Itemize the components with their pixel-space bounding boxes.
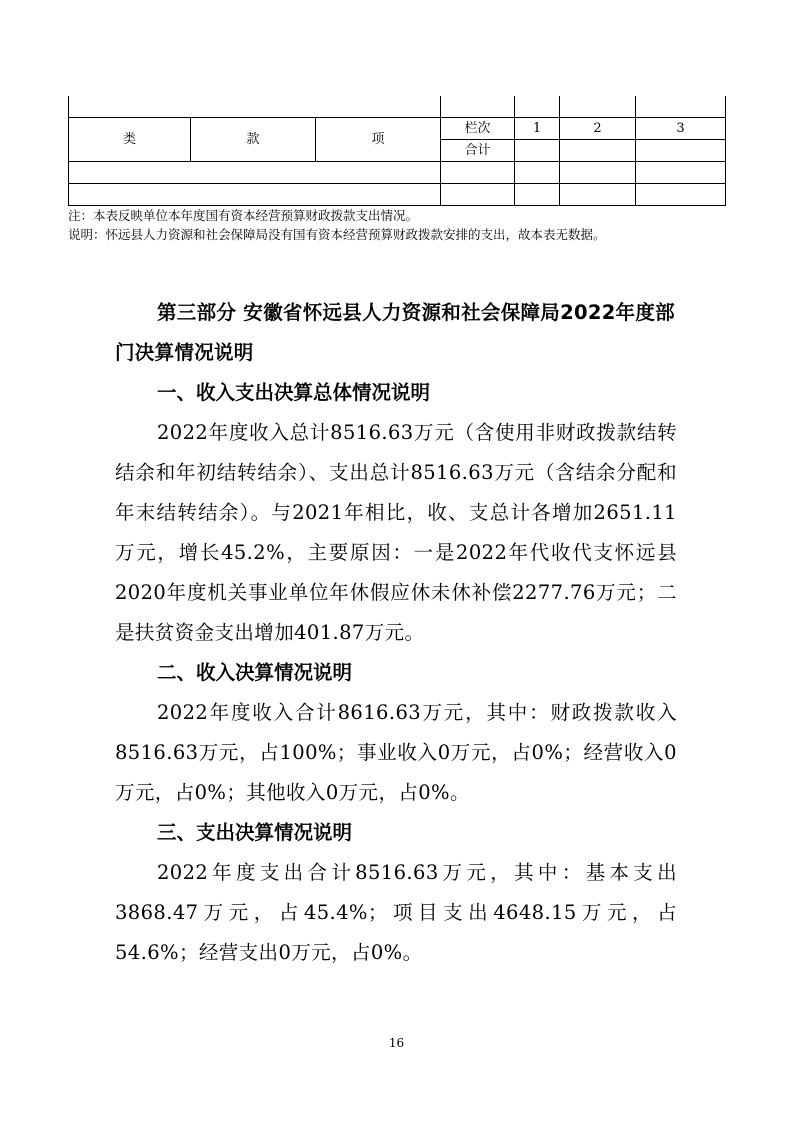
col-number-1: 1 [515,118,560,140]
section-heading-1: 一、收入支出决算总体情况说明 [157,381,431,404]
table-notes [68,206,768,244]
header-item: 项 [316,118,441,162]
header-section: 款 [191,118,316,162]
table-cell [441,162,515,184]
table-cell [636,96,726,118]
section-paragraph-1: 2022年度收入总计8516.63万元（含使用非财政拨款结转结余和年初结转结余）、支出总计8516.63万元（含结余分配和年末结转结余）。与2021年相比，收、支总计各增加2651.11万元，增长45.2%，主要原因：一是2022年代收代支怀远县2020年度机关事业单位年休假应休未休补偿2277.76万元；二是扶贫资金支出增加401.87万元。 [115,421,677,644]
section-paragraph-3: 2022年度支出合计8516.63万元，其中：基本支出3868.47万元，占45.4%；项目支出4648.15万元，占54.6%；经营支出0万元，占0%。 [115,861,677,964]
table-cell [636,140,726,162]
table-top-blank [69,96,441,118]
table-cell [560,162,636,184]
page-number: 16 [388,1036,405,1050]
table-cell [636,162,726,184]
report-body [115,293,677,973]
label-column-no: 栏次 [441,118,515,140]
label-total: 合计 [441,140,515,162]
note-line: 注：本表反映单位本年度国有资本经营预算财政拨款支出情况。 [68,208,419,223]
table-cell [560,140,636,162]
table-cell [515,96,560,118]
section-heading-3: 三、支出决算情况说明 [157,821,353,844]
table-cell [636,184,726,206]
table-cell [515,162,560,184]
table-cell [560,184,636,206]
section-paragraph-2: 2022年度收入合计8616.63万元，其中：财政拨款收入8516.63万元，占100%；事业收入0万元，占0%；经营收入0万元，占0%；其他收入0万元，占0%。 [115,701,677,804]
table-cell [515,184,560,206]
table-cell [560,96,636,118]
appropriation-table [68,96,725,206]
explanation-line: 说明：怀远县人力资源和社会保障局没有国有资本经营预算财政拨款安排的支出，故本表无数据。 [68,227,606,242]
header-category: 类 [69,118,191,162]
col-number-3: 3 [636,118,726,140]
table-row-blank [69,162,441,184]
section-heading-2: 二、收入决算情况说明 [157,661,353,684]
table-cell [441,184,515,206]
part-title: 第三部分 安徽省怀远县人力资源和社会保障局2022年度部门决算情况说明 [115,301,675,364]
col-number-2: 2 [560,118,636,140]
table-cell [515,140,560,162]
table-cell [441,96,515,118]
table-row-blank [69,184,441,206]
